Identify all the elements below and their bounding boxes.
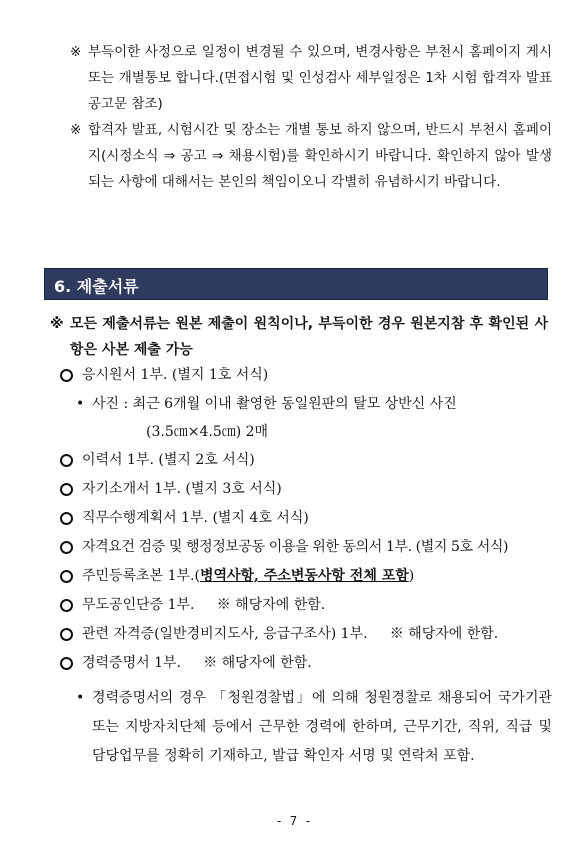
circle-bullet-icon (60, 570, 73, 583)
list-item (60, 479, 552, 508)
section-title: 6. 제출서류 (54, 277, 139, 296)
section-heading-bar (44, 268, 548, 300)
photo-requirement (60, 390, 552, 448)
notice-text: 합격자 발표, 시험시간 및 장소는 개별 통보 하지 않으며, 반드시 부천시 홈페이지(시정소식 ⇒ 공고 ⇒ 채용시험)를 확인하시기 바랍니다. 확인하지 않아 발생되는 사항에 대해서는 본인의 책임이오니 각별히 유념하시기 바랍니다. (88, 122, 552, 190)
document-list (60, 365, 552, 771)
photo-line-2: (3.5㎝×4.5㎝) 2매 (146, 424, 269, 440)
item-text: 자기소개서 1부. (별지 3호 서식) (82, 481, 282, 497)
submission-principle-note (50, 311, 548, 363)
circle-bullet-icon (60, 628, 73, 641)
list-item (60, 450, 552, 479)
list-item (60, 508, 552, 537)
item-text: 응시원서 1부. (별지 1호 서식) (82, 367, 269, 383)
item-text-suffix: ) (408, 568, 415, 584)
notice-text: 부득이한 사정으로 일정이 변경될 수 있으며, 변경사항은 부천시 홈페이지 게시 또는 개별통보 합니다.(면접시험 및 인성검사 세부일정은 1차 시험 합격자 발표 공고문 참조) (88, 44, 552, 112)
reference-mark: ※ (70, 44, 82, 60)
reference-mark: ※ (70, 122, 82, 138)
item-text-prefix: 주민등록초본 1부.( (82, 568, 200, 584)
item-text: 자격요건 검증 및 행정정보공동 이용을 위한 동의서 1부. (별지 5호 서식) (82, 539, 509, 555)
dot-bullet-icon: • (76, 396, 85, 412)
item-text: 관련 자격증(일반경비지도사, 응급구조사) 1부. ※ 해당자에 한함. (82, 626, 499, 642)
circle-bullet-icon (60, 512, 73, 525)
item-text: 이력서 1부. (별지 2호 서식) (82, 452, 255, 468)
principle-text: 모든 제출서류는 원본 제출이 원칙이나, 부득이한 경우 원본지참 후 확인된 사항은 사본 제출 가능 (70, 316, 548, 358)
item-text-emphasis: 병역사항, 주소변동사항 전체 포함 (199, 568, 409, 584)
circle-bullet-icon (60, 541, 73, 554)
list-item (60, 624, 552, 653)
page-number: - 7 - (275, 814, 312, 828)
item-text: 직무수행계획서 1부. (별지 4호 서식) (82, 510, 309, 526)
item-text: 경력증명서 1부. ※ 해당자에 한함. (82, 655, 312, 671)
notice-announcement (70, 117, 552, 195)
notice-schedule-change (70, 39, 552, 117)
circle-bullet-icon (60, 369, 73, 382)
photo-line-1: 사진 : 최근 6개월 이내 촬영한 동일원판의 탈모 상반신 사진 (92, 396, 457, 412)
reference-mark: ※ (50, 316, 64, 332)
list-item (60, 595, 552, 624)
list-item (60, 566, 552, 595)
item-text (82, 566, 414, 586)
list-item (60, 653, 552, 682)
circle-bullet-icon (60, 483, 73, 496)
circle-bullet-icon (60, 454, 73, 467)
circle-bullet-icon (60, 657, 73, 670)
career-text: 경력증명서의 경우 「청원경찰법」에 의해 청원경찰로 채용되어 국가기관 또는 지방자치단체 등에서 근무한 경력에 한하며, 근무기간, 직위, 직급 및 담당업무를 정확히 기재하고, 발급 확인자 서명 및 연락처 포함. (92, 690, 552, 764)
circle-bullet-icon (60, 599, 73, 612)
career-requirement (60, 684, 552, 771)
item-text: 무도공인단증 1부. ※ 해당자에 한함. (82, 597, 326, 613)
list-item (60, 537, 552, 566)
dot-bullet-icon: • (76, 690, 85, 706)
